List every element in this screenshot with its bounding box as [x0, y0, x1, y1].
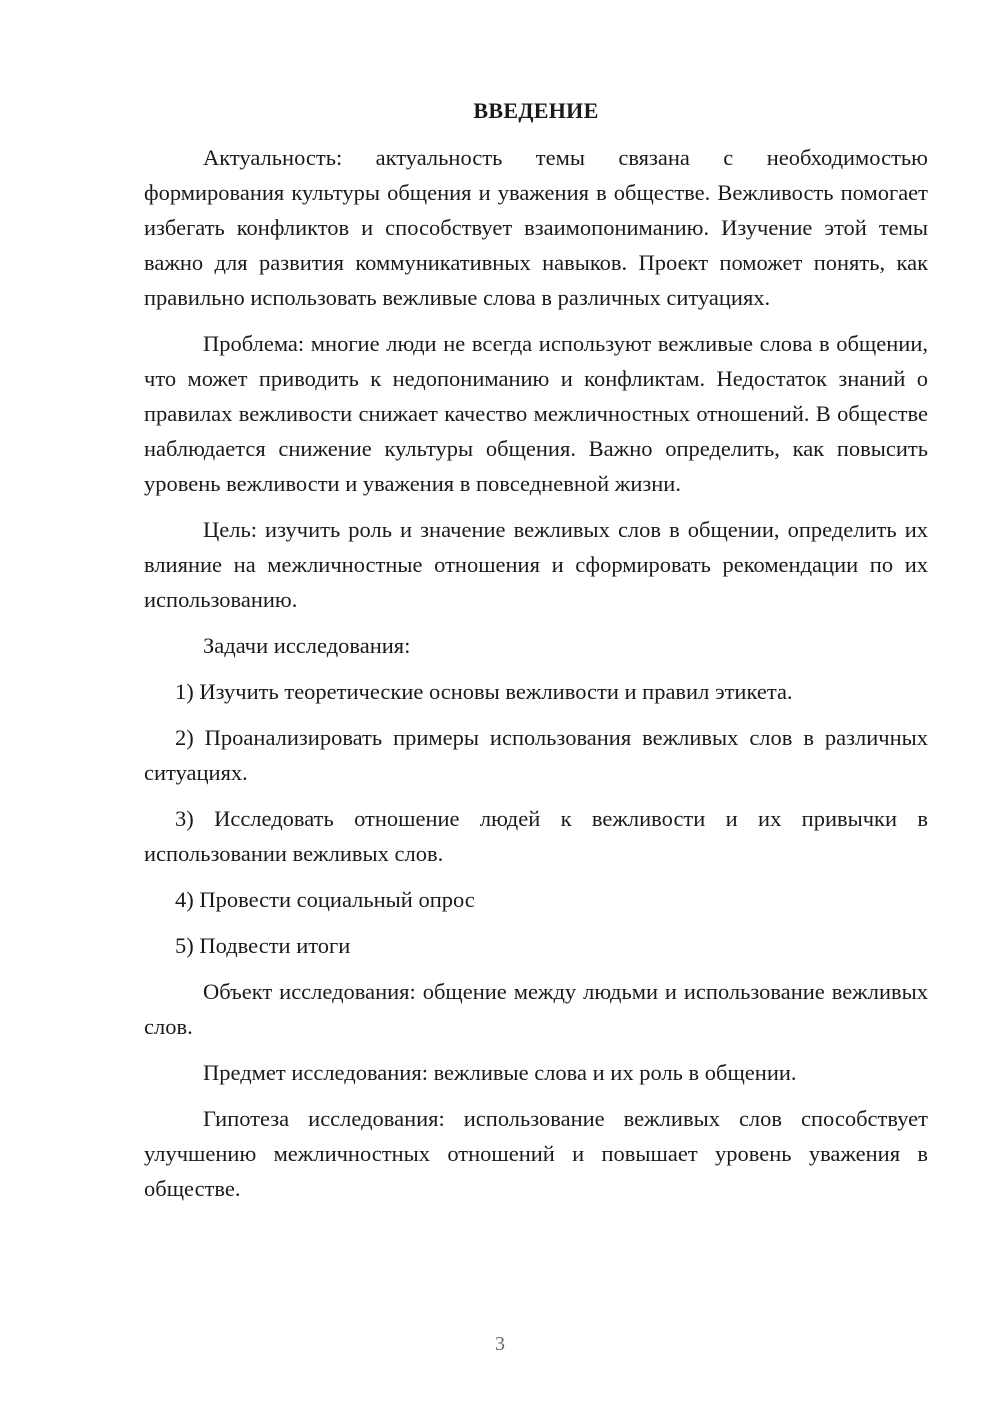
list-item: 1) Изучить теоретические основы вежливости и правил этикета.: [175, 679, 793, 704]
page-content: [144, 96, 928, 1217]
paragraph-relevance: Актуальность: актуальность темы связана с необходимостью формирования культуры общения и уважения в обществе. Вежливость помогает избегать конфликтов и способствует взаимопониманию. Изучение этой темы важно для развития коммуникативных навыков. Проект поможет понять, как правильно использовать вежливые слова в различных ситуациях.: [144, 145, 928, 310]
paragraph-hypothesis: Гипотеза исследования: использование вежливых слов способствует улучшению межличностных отношений и повышает уровень уважения в обществе.: [144, 1106, 928, 1201]
paragraph-problem: Проблема: многие люди не всегда используют вежливые слова в общении, что может приводить к недопониманию и конфликтам. Недостаток знаний о правилах вежливости снижает качество межличностных отношений. В обществе наблюдается снижение культуры общения. Важно определить, как повысить уровень вежливости и уважения в повседневной жизни.: [144, 331, 928, 496]
list-item: 4) Провести социальный опрос: [175, 887, 475, 912]
paragraph-subject: Предмет исследования: вежливые слова и их роль в общении.: [203, 1060, 797, 1085]
list-item: 5) Подвести итоги: [175, 933, 351, 958]
paragraph-goal: Цель: изучить роль и значение вежливых слов в общении, определить их влияние на межличностные отношения и сформировать рекомендации по их использованию.: [144, 517, 928, 612]
page-number: 3: [495, 1333, 505, 1355]
paragraph-object: Объект исследования: общение между людьми и использование вежливых слов.: [144, 979, 928, 1039]
tasks-heading: Задачи исследования:: [203, 633, 411, 658]
page-title: ВВЕДЕНИЕ: [473, 98, 599, 123]
tasks-list: [144, 674, 928, 963]
list-item: 3) Исследовать отношение людей к вежливости и их привычки в использовании вежливых слов.: [144, 806, 928, 866]
list-item: 2) Проанализировать примеры использования вежливых слов в различных ситуациях.: [144, 725, 928, 785]
